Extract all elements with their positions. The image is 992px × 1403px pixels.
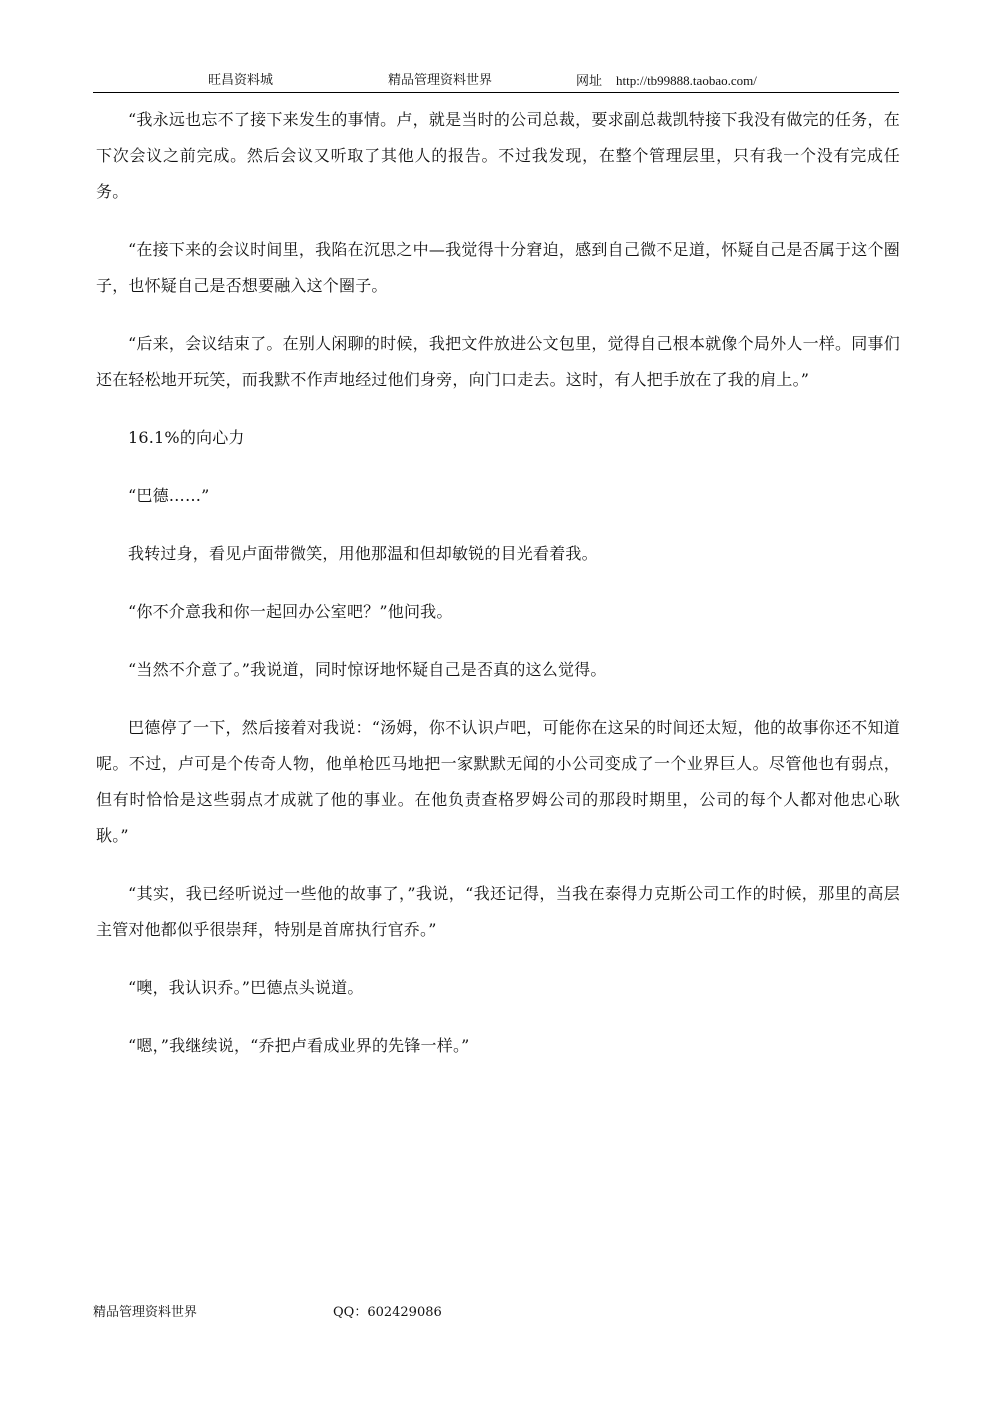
- footer-contact: QQ：602429086: [333, 1305, 442, 1320]
- paragraph: “其实，我已经听说过一些他的故事了，”我说，“我还记得，当我在泰得力克斯公司工作的时候，那里的高层主管对他都似乎很崇拜，特别是首席执行官乔。”: [96, 884, 900, 939]
- header-site-title: 精品管理资料世界: [388, 73, 493, 88]
- document-body: [96, 102, 900, 1086]
- paragraph: “在接下来的会议时间里，我陷在沉思之中—我觉得十分窘迫，感到自己微不足道，怀疑自己是否属于这个圈子，也怀疑自己是否想要融入这个圈子。: [96, 240, 900, 295]
- paragraph: 巴德停了一下，然后接着对我说：“汤姆，你不认识卢吧，可能你在这呆的时间还太短，他的故事你还不知道呢。不过，卢可是个传奇人物，他单枪匹马地把一家默默无闻的小公司变成了一个业界巨人。尽管他也有弱点，但有时恰恰是这些弱点才成就了他的事业。在他负责查格罗姆公司的那段时期里，公司的每个人都对他忠心耿耿。”: [96, 718, 900, 845]
- header-url-link[interactable]: http://tb99888.taobao.com/: [616, 73, 757, 88]
- paragraph: “我永远也忘不了接下来发生的事情。卢，就是当时的公司总裁，要求副总裁凯特接下我没有做完的任务，在下次会议之前完成。然后会议又听取了其他人的报告。不过我发现，在整个管理层里，只有我一个没有完成任务。: [96, 110, 900, 201]
- header-url-block: [576, 72, 757, 91]
- paragraph: “当然不介意了。”我说道，同时惊讶地怀疑自己是否真的这么觉得。: [128, 660, 607, 679]
- page-header: [93, 72, 899, 93]
- section-heading: 16.1%的向心力: [128, 428, 245, 447]
- paragraph: “后来，会议结束了。在别人闲聊的时候，我把文件放进公文包里，觉得自己根本就像个局外人一样。同事们还在轻松地开玩笑，而我默不作声地经过他们身旁，向门口走去。这时，有人把手放在了我的肩上。”: [96, 334, 900, 389]
- paragraph: “你不介意我和你一起回办公室吧？”他问我。: [128, 602, 453, 621]
- paragraph: 我转过身，看见卢面带微笑，用他那温和但却敏锐的目光看着我。: [128, 544, 598, 563]
- header-site-name: 旺昌资料城: [208, 73, 274, 88]
- paragraph: “巴德……”: [128, 486, 210, 505]
- paragraph: “噢，我认识乔。”巴德点头说道。: [128, 978, 364, 997]
- footer-site-title: 精品管理资料世界: [93, 1305, 198, 1320]
- paragraph: “嗯，”我继续说，“乔把卢看成业界的先锋一样。”: [128, 1036, 470, 1055]
- header-url-label: 网址: [576, 74, 603, 89]
